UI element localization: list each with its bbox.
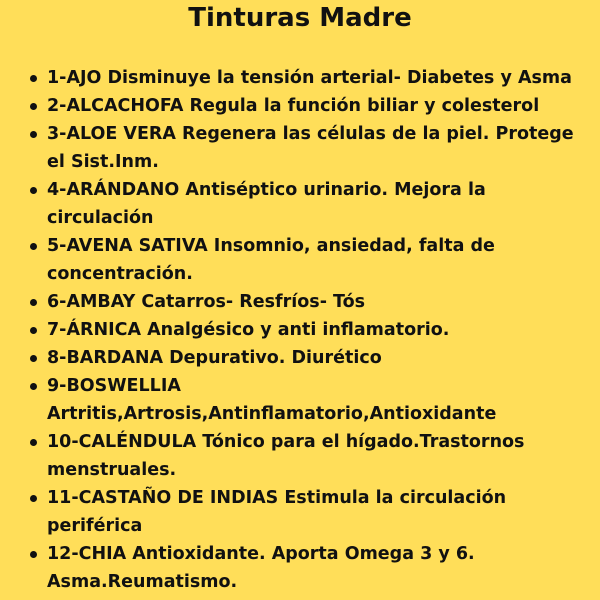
tinctures-list: [47, 64, 595, 596]
list-item: 8-BARDANA Depurativo. Diurético: [47, 344, 595, 372]
list-item: 11-CASTAÑO DE INDIAS Estimula la circulación periférica: [47, 484, 595, 540]
list-item: 4-ARÁNDANO Antiséptico urinario. Mejora la circulación: [47, 176, 595, 232]
list-item: 6-AMBAY Catarros- Resfríos- Tós: [47, 288, 595, 316]
list-item: 5-AVENA SATIVA Insomnio, ansiedad, falta de concentración.: [47, 232, 595, 288]
list-item: 1-AJO Disminuye la tensión arterial- Diabetes y Asma: [47, 64, 595, 92]
list-item: 2-ALCACHOFA Regula la función biliar y colesterol: [47, 92, 595, 120]
list-item: 3-ALOE VERA Regenera las células de la piel. Protege el Sist.Inm.: [47, 120, 595, 176]
list-item: 10-CALÉNDULA Tónico para el hígado.Trastornos menstruales.: [47, 428, 595, 484]
list-item: 7-ÁRNICA Analgésico y anti inflamatorio.: [47, 316, 595, 344]
list-item: 9-BOSWELLIA Artritis,Artrosis,Antinflamatorio,Antioxidante: [47, 372, 595, 428]
list-item: 12-CHIA Antioxidante. Aporta Omega 3 y 6. Asma.Reumatismo.: [47, 540, 595, 596]
page-title: Tinturas Madre: [188, 3, 412, 33]
